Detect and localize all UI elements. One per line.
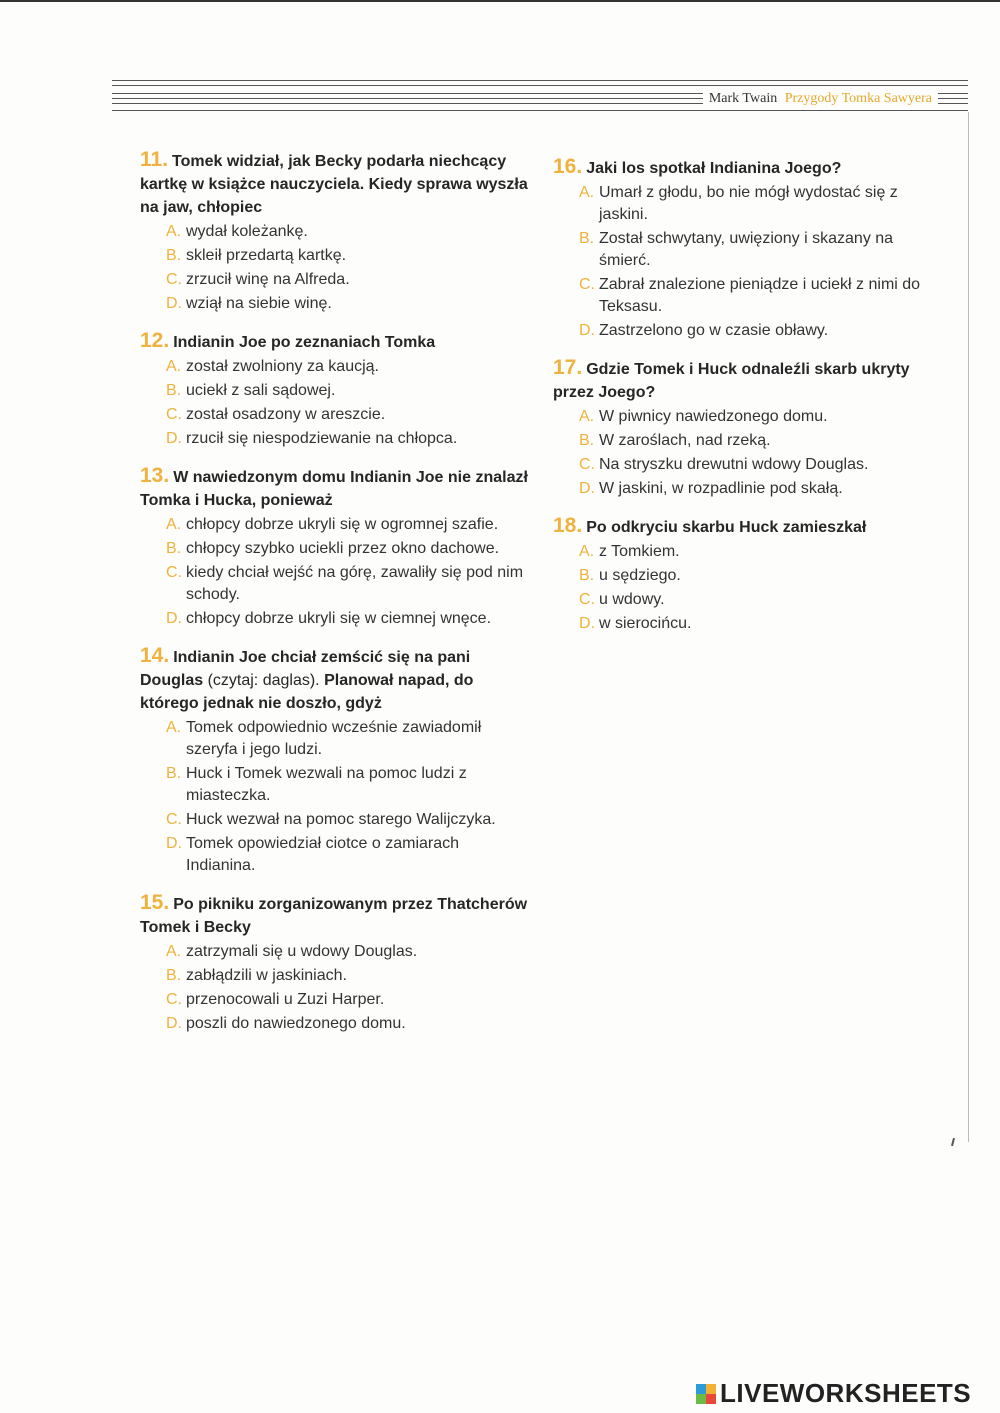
question-prompt: Indianin Joe po zeznaniach Tomka — [173, 334, 436, 351]
header-rule — [112, 80, 968, 81]
answer-option-a[interactable] — [579, 541, 943, 563]
question-17 — [553, 356, 943, 500]
question-number: 17. — [553, 356, 583, 379]
option-text: zabłądzili w jaskiniach. — [186, 967, 347, 984]
option-text: Huck wezwał na pomoc starego Walijczyka. — [186, 811, 496, 828]
option-letter: D. — [166, 430, 182, 447]
question-18 — [553, 514, 943, 635]
question-number: 13. — [140, 464, 170, 487]
option-letter: C. — [166, 564, 182, 581]
option-letter: A. — [579, 184, 595, 201]
answer-option-c[interactable] — [166, 562, 530, 606]
option-letter: C. — [166, 271, 182, 288]
question-number: 16. — [553, 155, 583, 178]
answer-option-b[interactable] — [579, 228, 943, 272]
option-letter: D. — [579, 615, 595, 632]
answer-option-a[interactable] — [166, 221, 530, 243]
option-text: poszli do nawiedzonego domu. — [186, 1015, 406, 1032]
option-text: W jaskini, w rozpadlinie pod skałą. — [599, 480, 843, 497]
question-prompt: Tomek widział, jak Becky podarła niechcący kartkę w książce nauczyciela. Kiedy sprawa wyszła na jaw, chłopiec — [140, 153, 528, 216]
option-text: chłopcy dobrze ukryli się w ogromnej szafie. — [186, 516, 499, 533]
logo-text: LIVEWORKSHEETS — [720, 1378, 972, 1408]
answer-option-c[interactable] — [579, 589, 943, 611]
question-13 — [140, 464, 530, 630]
answer-option-d[interactable] — [166, 293, 530, 315]
option-text: Zabrał znalezione pieniądze i uciekł z nimi do Teksasu. — [599, 276, 921, 315]
question-12 — [140, 329, 530, 450]
option-letter: B. — [166, 382, 182, 399]
answer-option-c[interactable] — [166, 404, 530, 426]
option-text: chłopcy dobrze ukryli się w ciemnej wnęce. — [186, 610, 492, 627]
option-text: Tomek odpowiednio wcześnie zawiadomił szeryfa i jego ludzi. — [186, 719, 482, 758]
right-column — [553, 155, 943, 649]
answer-option-d[interactable] — [579, 320, 943, 342]
question-prompt: Po odkryciu skarbu Huck zamieszkał — [586, 519, 867, 536]
question-16 — [553, 155, 943, 342]
question-text — [553, 514, 943, 539]
answer-options — [579, 182, 943, 342]
answer-option-d[interactable] — [166, 428, 530, 450]
option-letter: D. — [166, 1015, 182, 1032]
question-prompt: W nawiedzonym domu Indianin Joe nie znalazł Tomka i Hucka, ponieważ — [140, 469, 528, 509]
header-rule — [112, 85, 968, 86]
option-text: u wdowy. — [599, 591, 665, 608]
answer-option-c[interactable] — [166, 269, 530, 291]
answer-option-a[interactable] — [166, 941, 530, 963]
option-text: Tomek opowiedział ciotce o zamiarach Indianina. — [186, 835, 460, 874]
option-letter: A. — [579, 543, 595, 560]
answer-option-d[interactable] — [579, 613, 943, 635]
answer-options — [166, 221, 530, 315]
question-prompt-continued: Planował napad, do którego jednak nie doszło, gdyż — [140, 672, 474, 712]
answer-option-a[interactable] — [166, 514, 530, 536]
option-text: W zaroślach, nad rzeką. — [599, 432, 771, 449]
option-text: Zastrzelono go w czasie obławy. — [599, 322, 829, 339]
option-letter: C. — [166, 991, 182, 1008]
option-letter: A. — [579, 408, 595, 425]
option-letter: C. — [579, 276, 595, 293]
question-number: 18. — [553, 514, 583, 537]
option-letter: B. — [579, 567, 595, 584]
question-text — [140, 644, 530, 715]
running-header — [703, 91, 938, 107]
answer-option-d[interactable] — [579, 478, 943, 500]
option-text: chłopcy szybko uciekli przez okno dachowe. — [186, 540, 500, 557]
answer-option-b[interactable] — [166, 245, 530, 267]
question-14 — [140, 644, 530, 877]
liveworksheets-logo — [696, 1378, 971, 1409]
question-15 — [140, 891, 530, 1035]
option-text: skleił przedartą kartkę. — [186, 247, 347, 264]
answer-options — [166, 514, 530, 630]
option-text: został zwolniony za kaucją. — [186, 358, 379, 375]
option-text: wydał koleżankę. — [186, 223, 308, 240]
option-letter: D. — [166, 610, 182, 627]
answer-option-b[interactable] — [166, 538, 530, 560]
option-text: Został schwytany, uwięziony i skazany na śmierć. — [599, 230, 894, 269]
question-text — [140, 464, 530, 512]
question-prompt: Po pikniku zorganizowanym przez Thatcherów Tomek i Becky — [140, 896, 528, 936]
option-letter: A. — [166, 358, 182, 375]
option-letter: D. — [579, 322, 595, 339]
option-letter: B. — [166, 765, 182, 782]
option-letter: B. — [166, 540, 182, 557]
option-text: został osadzony w areszcie. — [186, 406, 386, 423]
answer-option-c[interactable] — [166, 989, 530, 1011]
answer-options — [579, 541, 943, 635]
option-letter: C. — [166, 406, 182, 423]
option-letter: B. — [166, 967, 182, 984]
pronunciation-note: (czytaj: daglas). — [207, 672, 320, 689]
option-text: z Tomkiem. — [599, 543, 680, 560]
question-text — [140, 329, 530, 354]
answer-option-a[interactable] — [166, 717, 530, 761]
option-letter: D. — [579, 480, 595, 497]
answer-options — [166, 941, 530, 1035]
answer-option-a[interactable] — [579, 406, 943, 428]
option-letter: B. — [166, 247, 182, 264]
option-letter: A. — [166, 719, 182, 736]
option-text: W piwnicy nawiedzonego domu. — [599, 408, 828, 425]
option-text: zrzucił winę na Alfreda. — [186, 271, 350, 288]
option-letter: A. — [166, 516, 182, 533]
option-text: Huck i Tomek wezwali na pomoc ludzi z miasteczka. — [186, 765, 467, 804]
answer-option-b[interactable] — [166, 965, 530, 987]
question-number: 11. — [140, 148, 169, 171]
answer-option-a[interactable] — [166, 356, 530, 378]
option-text: Na stryszku drewutni wdowy Douglas. — [599, 456, 869, 473]
option-letter: D. — [166, 835, 182, 852]
question-prompt: Gdzie Tomek i Huck odnaleźli skarb ukryty przez Joego? — [553, 361, 910, 401]
option-text: przenocowali u Zuzi Harper. — [186, 991, 385, 1008]
option-letter: B. — [579, 432, 595, 449]
option-text: wziął na siebie winę. — [186, 295, 332, 312]
option-letter: C. — [579, 456, 595, 473]
question-number: 14. — [140, 644, 170, 667]
question-prompt: Jaki los spotkał Indianina Joego? — [586, 160, 842, 177]
option-letter: A. — [166, 943, 182, 960]
question-text — [553, 155, 943, 180]
answer-option-d[interactable] — [166, 1013, 530, 1035]
answer-option-c[interactable] — [579, 454, 943, 476]
question-11 — [140, 148, 530, 315]
header-author: Mark Twain — [708, 91, 778, 106]
answer-option-d[interactable] — [166, 608, 530, 630]
answer-option-b[interactable] — [166, 763, 530, 807]
option-letter: C. — [166, 811, 182, 828]
question-text — [140, 148, 530, 219]
option-text: zatrzymali się u wdowy Douglas. — [186, 943, 418, 960]
header-rule — [112, 110, 968, 111]
question-text — [140, 891, 530, 939]
scan-top-edge — [0, 0, 1000, 2]
answer-option-b[interactable] — [579, 430, 943, 452]
option-text: u sędziego. — [599, 567, 681, 584]
option-text: w sierocińcu. — [599, 615, 692, 632]
option-text: Umarł z głodu, bo nie mógł wydostać się z jaskini. — [599, 184, 898, 223]
option-letter: D. — [166, 295, 182, 312]
answer-option-a[interactable] — [579, 182, 943, 226]
question-text — [553, 356, 943, 404]
option-letter: A. — [166, 223, 182, 240]
option-letter: C. — [579, 591, 595, 608]
answer-option-c[interactable] — [166, 809, 530, 831]
question-prompt: Indianin Joe chciał zemścić się na pani Douglas — [140, 649, 471, 689]
page-frame-right — [968, 112, 969, 1142]
question-number: 12. — [140, 329, 170, 352]
option-text: rzucił się niespodziewanie na chłopca. — [186, 430, 458, 447]
answer-options — [579, 406, 943, 500]
header-book-title: Przygody Tomka Sawyera — [784, 91, 932, 106]
question-number: 15. — [140, 891, 170, 914]
answer-option-d[interactable] — [166, 833, 530, 877]
logo-icon — [696, 1384, 716, 1404]
left-column — [140, 148, 530, 1049]
option-letter: B. — [579, 230, 595, 247]
scan-mark — [951, 1138, 955, 1146]
answer-option-c[interactable] — [579, 274, 943, 318]
option-text: kiedy chciał wejść na górę, zawaliły się pod nim schody. — [186, 564, 524, 603]
answer-options — [166, 717, 530, 877]
answer-option-b[interactable] — [579, 565, 943, 587]
answer-option-b[interactable] — [166, 380, 530, 402]
option-text: uciekł z sali sądowej. — [186, 382, 336, 399]
answer-options — [166, 356, 530, 450]
